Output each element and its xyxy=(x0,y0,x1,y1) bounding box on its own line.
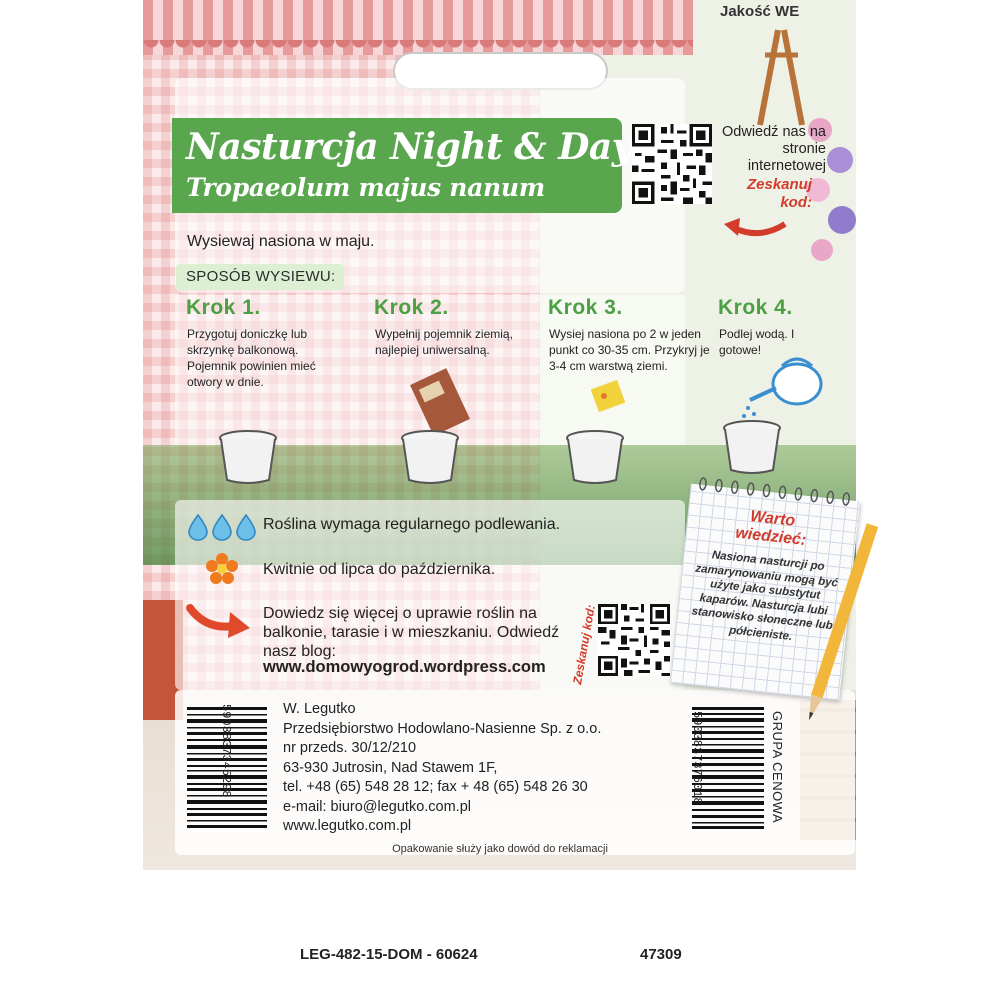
step-2-title: Krok 2. xyxy=(374,296,449,319)
step-3-text: Wysiej nasiona po 2 w jeden punkt co 30-35 cm. Przykryj je 3-4 cm warstwą ziemi. xyxy=(549,327,710,373)
did-you-know-text: Nasiona nasturcji po zamarynowaniu mogą być użyte jako substytut kaparów. Nasturcja lubi stanowisko słoneczne lub półcieniste. xyxy=(691,549,839,643)
blooming-info: Kwitnie od lipca do października. xyxy=(263,561,496,578)
watering-info: Roślina wymaga regularnego podlewania. xyxy=(263,516,561,533)
watering-can-icon xyxy=(742,352,830,422)
step-1-text: Przygotuj doniczkę lub skrzynkę balkonową. Pojemnik powinien mieć otwory w dnie. xyxy=(187,327,316,389)
visit-website-text: Odwiedź nas na stronie internetowej xyxy=(722,124,826,174)
barcode-left-number: 5903837345298 xyxy=(219,704,233,798)
bucket-icon xyxy=(218,430,278,485)
scan-code-text: Zeskanuj kod: xyxy=(746,176,812,211)
sowing-method-label: SPOSÓB WYSIEWU: xyxy=(186,268,336,285)
bucket-icon xyxy=(565,430,625,485)
receipt-note: Opakowanie służy jako dowód do reklamacji xyxy=(392,843,608,855)
quality-label: Jakość WE xyxy=(720,3,800,20)
qr-code-blog[interactable] xyxy=(598,604,670,676)
catalog-number: 47309 xyxy=(640,946,682,963)
product-code: LEG-482-15-DOM - 60624 xyxy=(300,946,478,963)
product-title: Nasturcja Night & Day xyxy=(186,126,633,168)
step-4-title: Krok 4. xyxy=(718,296,793,319)
blog-description: Dowiedz się więcej o uprawie roślin na balkonie, tarasie i w mieszkaniu. Odwiedź nasz blog: xyxy=(263,605,560,660)
seed-packet-icon xyxy=(588,378,630,420)
flower-icon xyxy=(206,553,238,585)
sowing-time: Wysiewaj nasiona w maju. xyxy=(187,233,375,250)
company-registration: nr przeds. 30/12/210 xyxy=(283,740,417,756)
company-name: W. Legutko xyxy=(283,701,356,717)
step-4-text: Podlej wodą. I gotowe! xyxy=(719,327,795,357)
qr-code-website[interactable] xyxy=(632,124,712,204)
red-arrow-icon xyxy=(186,600,252,640)
barcode-right-number: 5903837376018 xyxy=(690,711,704,805)
step-1-title: Krok 1. xyxy=(186,296,261,319)
company-phone: tel. +48 (65) 548 28 12; fax + 48 (65) 548 26 30 xyxy=(283,779,588,795)
company-website[interactable]: www.legutko.com.pl xyxy=(283,818,412,834)
company-info xyxy=(283,700,601,837)
step-2-text: Wypełnij pojemnik ziemią, najlepiej uniwersalną. xyxy=(375,327,513,357)
latin-name: Tropaeolum majus nanum xyxy=(186,173,545,202)
scan-code-vertical-text: Zeskanuj kod: xyxy=(570,603,598,686)
bucket-icon xyxy=(400,430,460,485)
scan-code-vertical xyxy=(565,603,598,686)
price-group-label: GRUPA CENOWA xyxy=(770,711,785,824)
pencil-icon xyxy=(820,520,860,730)
company-full-name: Przedsiębiorstwo Hodowlano-Nasienne Sp. z o.o. xyxy=(283,720,602,737)
bucket-icon xyxy=(722,420,782,475)
company-address: 63-930 Jutrosin, Nad Stawem 1F, xyxy=(283,759,498,776)
blog-link[interactable]: www.domowyogrod.wordpress.com xyxy=(263,658,546,676)
did-you-know-title: Warto wiedzieć: xyxy=(734,508,808,549)
water-drops-icon xyxy=(186,514,258,540)
curved-arrow-icon xyxy=(720,212,790,242)
step-3-title: Krok 3. xyxy=(548,296,623,319)
company-email[interactable]: e-mail: biuro@legutko.com.pl xyxy=(283,798,471,815)
